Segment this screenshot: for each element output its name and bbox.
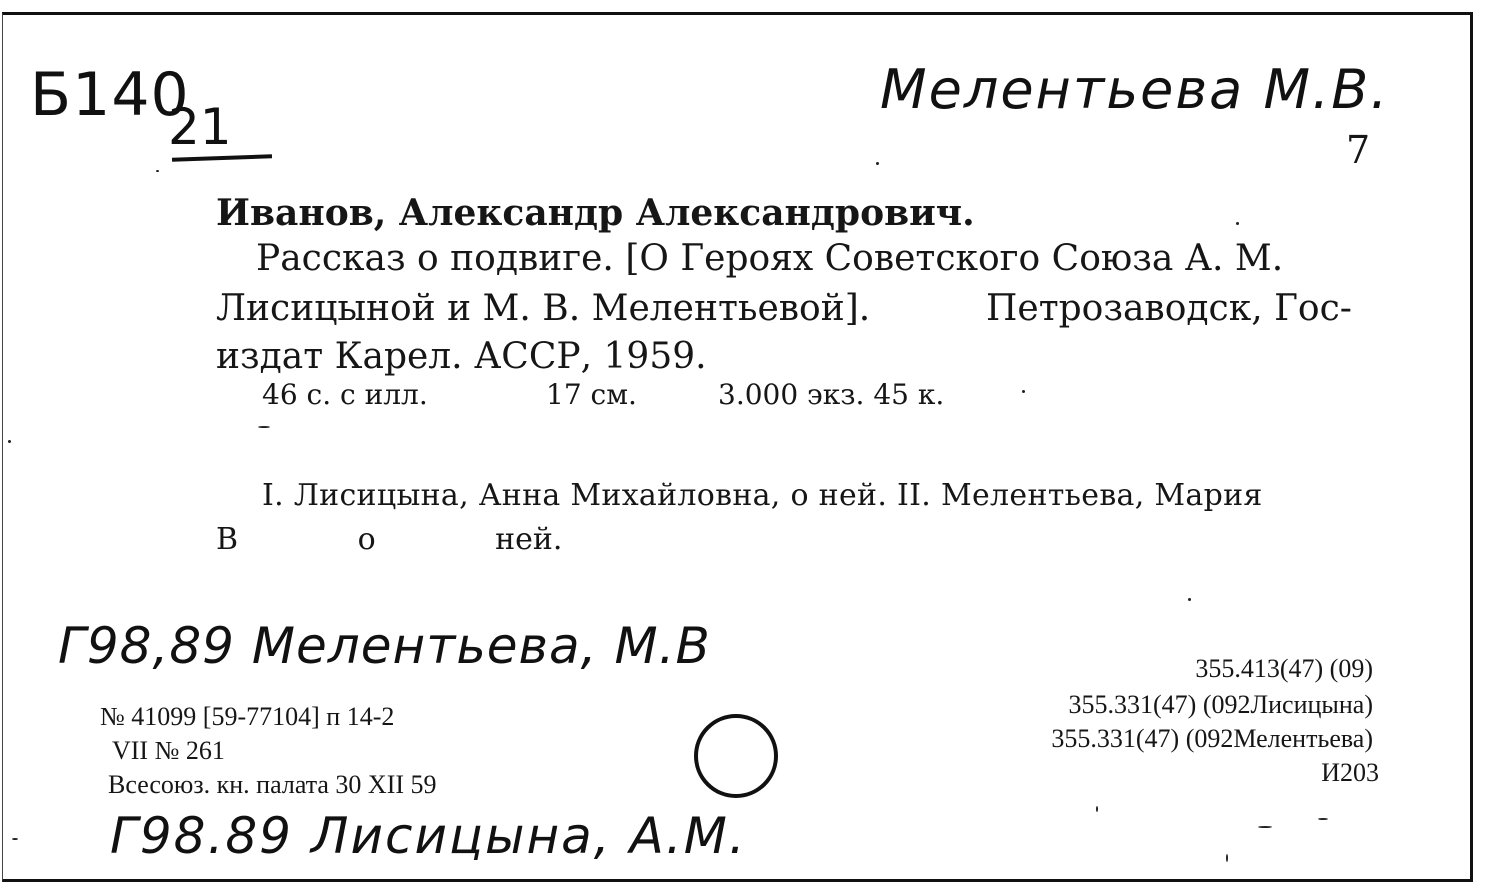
shelf-mark-number: Б140	[30, 60, 190, 130]
physical-size: 17 см.	[546, 378, 637, 411]
scan-speck	[1226, 854, 1228, 862]
handwritten-note-melentyeva: Г98,89 Мелентьева, М.В	[58, 617, 711, 675]
register-part: VII № 261	[112, 736, 225, 765]
scan-speck	[1096, 806, 1098, 812]
handwritten-note-lisitsyna: Г98.89 Лисицына, А.М.	[110, 807, 747, 865]
scan-speck	[1022, 390, 1025, 393]
classification-code-1: 355.413(47) (09)	[1195, 654, 1373, 683]
scan-speck	[8, 440, 11, 443]
author-heading: Иванов, Александр Александрович.	[216, 192, 975, 234]
scan-speck	[876, 162, 879, 165]
shelf-mark-fraction: 21	[168, 98, 232, 156]
physical-pages: 46 с. с илл.	[262, 378, 428, 411]
tracing-line-2: В о ней.	[216, 522, 563, 557]
scan-speck	[258, 426, 270, 428]
physical-copies-price: 3.000 экз. 45 к.	[718, 378, 945, 411]
scan-speck	[12, 838, 18, 840]
classification-code-3: 355.331(47) (092Мелентьева)	[1051, 724, 1373, 753]
handwritten-subject-heading: Мелентьева М.В.	[880, 58, 1390, 121]
imprint-place-publisher: Петрозаводск, Гос-	[986, 288, 1352, 329]
punch-hole	[694, 714, 778, 798]
title-line-2: Лисицыной и М. В. Мелентьевой].	[216, 288, 871, 329]
register-number: № 41099 [59-77104] п 14-2	[100, 702, 395, 731]
scan-speck	[156, 170, 159, 172]
classification-code-2: 355.331(47) (092Лисицына)	[1068, 690, 1373, 719]
title-line-1: Рассказ о подвиге. [О Героях Советского Союза А. М.	[256, 238, 1284, 279]
classification-code-4: И203	[1321, 758, 1379, 787]
scan-speck	[1258, 826, 1272, 828]
shelf-mark	[30, 62, 270, 162]
title-line-3: издат Карел. АССР, 1959.	[216, 336, 707, 377]
register-chamber: Всесоюз. кн. палата 30 XII 59	[108, 770, 437, 799]
tracing-line-1: I. Лисицына, Анна Михайловна, о ней. II. Мелентьева, Мария	[262, 478, 1263, 513]
scan-speck	[1318, 818, 1328, 820]
scan-speck	[1236, 222, 1239, 225]
scan-speck	[1188, 598, 1191, 601]
card-number: 7	[1346, 128, 1371, 172]
